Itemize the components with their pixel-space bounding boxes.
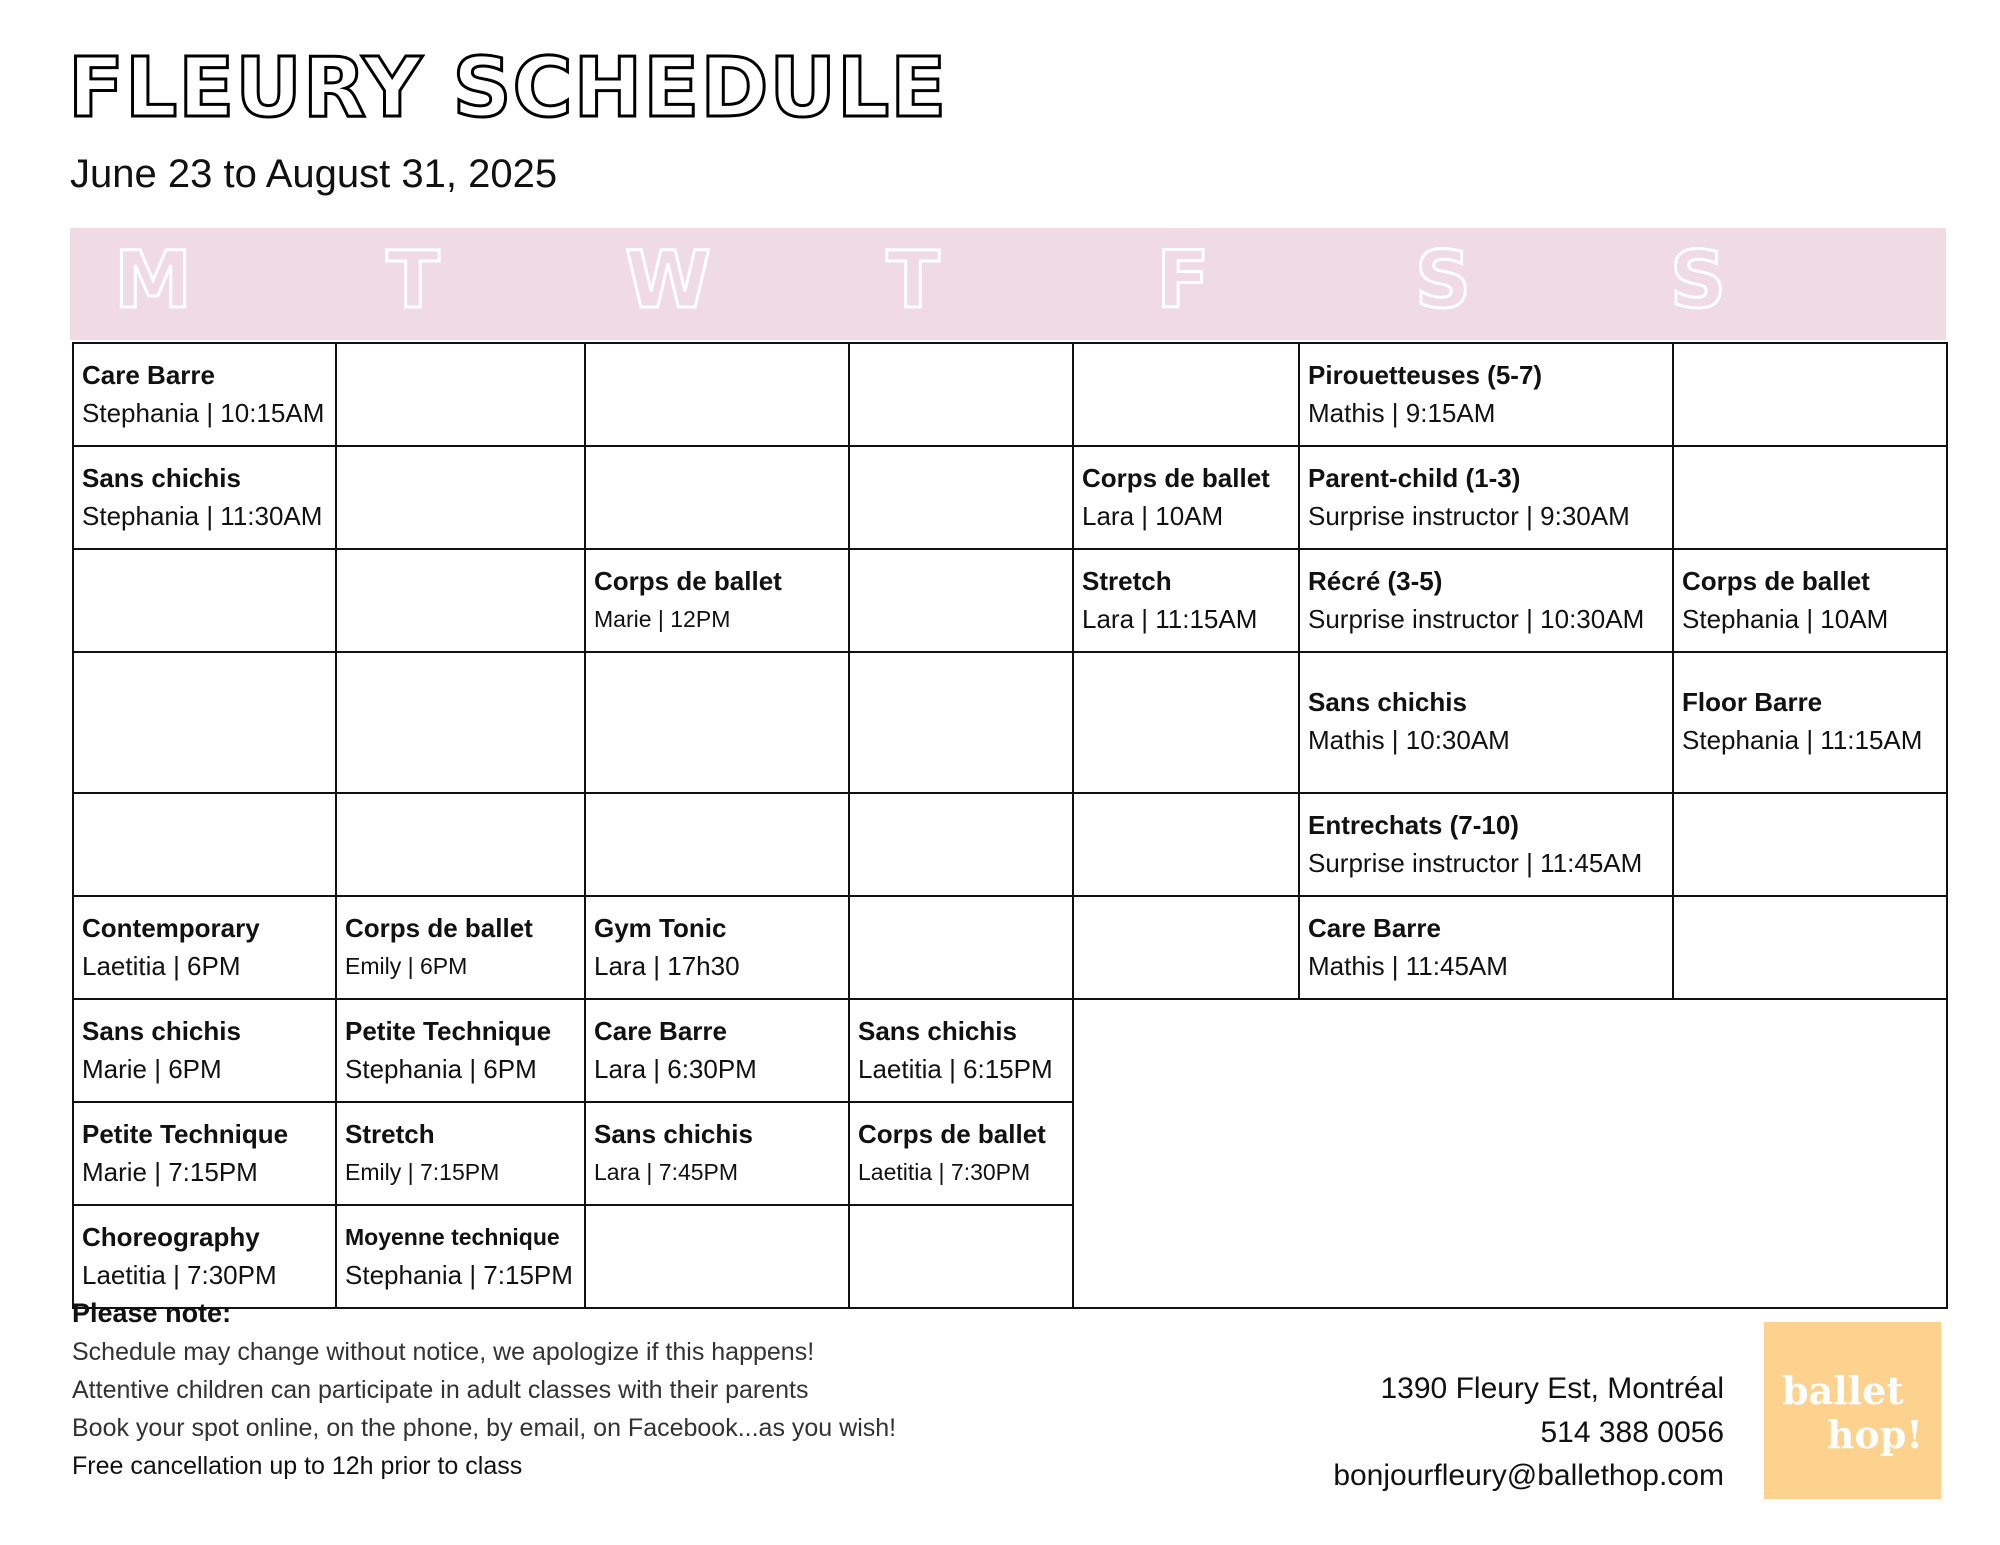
class-name: Pirouetteuses (5-7)	[1308, 360, 1543, 390]
class-instructor-time: Lara | 7:45PM	[594, 1159, 739, 1185]
class-instructor-time: Stephania | 11:15AM	[1682, 725, 1923, 755]
day-saturday: S	[1414, 236, 1472, 326]
class-cell	[585, 1102, 849, 1205]
class-cell	[1073, 446, 1299, 549]
logo-text-hop: hop!	[1826, 1412, 1923, 1457]
studio-phone: 514 388 0056	[1540, 1416, 1724, 1449]
class-cell	[73, 1102, 336, 1205]
class-cell	[1673, 652, 1947, 793]
class-name: Care Barre	[82, 360, 215, 390]
empty-cell	[585, 343, 849, 446]
class-cell	[585, 896, 849, 999]
empty-cell	[849, 446, 1073, 549]
class-instructor-time: Laetitia | 6PM	[82, 951, 241, 981]
class-instructor-time: Stephania | 7:15PM	[345, 1260, 573, 1290]
class-instructor-time: Surprise instructor | 10:30AM	[1308, 604, 1645, 634]
class-instructor-time: Stephania | 10:15AM	[82, 398, 325, 428]
day-sunday: S	[1669, 236, 1727, 326]
day-header-band	[70, 228, 1946, 340]
note-line: Schedule may change without notice, we apologize if this happens!	[72, 1338, 815, 1366]
class-name: Entrechats (7-10)	[1308, 810, 1519, 840]
class-name: Corps de ballet	[594, 566, 782, 596]
empty-cell	[73, 793, 336, 896]
class-cell	[73, 999, 336, 1102]
class-name: Parent-child (1-3)	[1308, 463, 1521, 493]
logo-text-ballet: ballet	[1782, 1368, 1904, 1413]
empty-cell	[1073, 343, 1299, 446]
class-name: Gym Tonic	[594, 913, 727, 943]
note-line: Book your spot online, on the phone, by email, on Facebook...as you wish!	[72, 1414, 897, 1442]
empty-cell	[1673, 343, 1947, 446]
class-cell	[73, 343, 336, 446]
class-instructor-time: Stephania | 10AM	[1682, 604, 1889, 634]
class-name: Sans chichis	[594, 1119, 753, 1149]
empty-cell	[1673, 896, 1947, 999]
table-row	[73, 652, 1947, 793]
day-wednesday: W	[624, 236, 712, 326]
note-line: Attentive children can participate in adult classes with their parents	[72, 1376, 809, 1404]
empty-cell	[849, 652, 1073, 793]
class-instructor-time: Laetitia | 7:30PM	[858, 1159, 1031, 1185]
class-instructor-time: Laetitia | 7:30PM	[82, 1260, 277, 1290]
empty-cell	[849, 343, 1073, 446]
page-title: FLEURY SCHEDULE	[68, 41, 948, 136]
day-monday: M	[114, 236, 192, 326]
class-name: Corps de ballet	[858, 1119, 1046, 1149]
empty-cell	[336, 446, 585, 549]
ballet-hop-logo	[1764, 1322, 1941, 1499]
class-cell	[336, 1102, 585, 1205]
class-name: Stretch	[345, 1119, 435, 1149]
empty-cell	[336, 549, 585, 652]
class-name: Corps de ballet	[1682, 566, 1870, 596]
class-cell	[336, 1205, 585, 1308]
class-name: Care Barre	[594, 1016, 727, 1046]
empty-block	[1073, 999, 1947, 1308]
class-name: Care Barre	[1308, 913, 1441, 943]
class-cell	[1299, 896, 1673, 999]
class-name: Petite Technique	[82, 1119, 289, 1149]
studio-email: bonjourfleury@ballethop.com	[1333, 1459, 1724, 1492]
empty-cell	[585, 652, 849, 793]
notes-heading: Please note:	[72, 1298, 232, 1328]
table-row	[73, 999, 1947, 1102]
empty-cell	[849, 793, 1073, 896]
class-name: Corps de ballet	[1082, 463, 1270, 493]
empty-cell	[1673, 793, 1947, 896]
empty-cell	[849, 549, 1073, 652]
studio-address: 1390 Fleury Est, Montréal	[1380, 1372, 1724, 1405]
class-cell	[336, 999, 585, 1102]
class-instructor-time: Lara | 17h30	[594, 951, 740, 981]
class-cell	[849, 1102, 1073, 1205]
table-row	[73, 549, 1947, 652]
empty-cell	[336, 652, 585, 793]
class-instructor-time: Lara | 6:30PM	[594, 1054, 757, 1084]
day-friday: F	[1156, 236, 1210, 326]
class-cell	[1299, 652, 1673, 793]
class-instructor-time: Surprise instructor | 9:30AM	[1308, 501, 1630, 531]
day-tuesday: T	[386, 236, 440, 326]
class-instructor-time: Mathis | 11:45AM	[1308, 951, 1508, 981]
empty-cell	[585, 793, 849, 896]
empty-cell	[73, 652, 336, 793]
class-name: Sans chichis	[82, 463, 241, 493]
empty-cell	[585, 1205, 849, 1308]
table-row	[73, 793, 1947, 896]
class-instructor-time: Mathis | 10:30AM	[1308, 725, 1510, 755]
class-cell	[73, 1205, 336, 1308]
note-line: Free cancellation up to 12h prior to class	[72, 1452, 523, 1480]
class-instructor-time: Emily | 7:15PM	[345, 1159, 500, 1185]
class-instructor-time: Laetitia | 6:15PM	[858, 1054, 1053, 1084]
class-cell	[1673, 549, 1947, 652]
empty-cell	[336, 793, 585, 896]
empty-cell	[73, 549, 336, 652]
class-name: Moyenne technique	[345, 1224, 560, 1250]
class-name: Sans chichis	[82, 1016, 241, 1046]
class-name: Petite Technique	[345, 1016, 552, 1046]
class-name: Sans chichis	[1308, 687, 1467, 717]
class-cell	[1299, 793, 1673, 896]
day-thursday: T	[886, 236, 940, 326]
class-cell	[1299, 343, 1673, 446]
class-name: Corps de ballet	[345, 913, 533, 943]
class-instructor-time: Lara | 10AM	[1082, 501, 1224, 531]
class-cell	[73, 896, 336, 999]
class-instructor-time: Marie | 12PM	[594, 606, 731, 632]
date-range: June 23 to August 31, 2025	[70, 152, 558, 196]
empty-cell	[849, 1205, 1073, 1308]
class-cell	[1299, 549, 1673, 652]
class-name: Choreography	[82, 1222, 260, 1252]
table-row	[73, 896, 1947, 999]
schedule-grid	[72, 342, 1948, 1309]
class-name: Stretch	[1082, 566, 1172, 596]
empty-cell	[1073, 793, 1299, 896]
class-instructor-time: Stephania | 6PM	[345, 1054, 537, 1084]
class-instructor-time: Stephania | 11:30AM	[82, 501, 323, 531]
empty-cell	[1673, 446, 1947, 549]
class-instructor-time: Marie | 6PM	[82, 1054, 222, 1084]
class-instructor-time: Lara | 11:15AM	[1082, 604, 1258, 634]
empty-cell	[336, 343, 585, 446]
class-name: Sans chichis	[858, 1016, 1017, 1046]
class-name: Récré (3-5)	[1308, 566, 1443, 596]
class-cell	[1073, 549, 1299, 652]
table-row	[73, 343, 1947, 446]
class-instructor-time: Mathis | 9:15AM	[1308, 398, 1496, 428]
class-cell	[336, 896, 585, 999]
class-instructor-time: Surprise instructor | 11:45AM	[1308, 848, 1643, 878]
class-cell	[849, 999, 1073, 1102]
empty-cell	[585, 446, 849, 549]
class-name: Floor Barre	[1682, 687, 1823, 717]
class-instructor-time: Marie | 7:15PM	[82, 1157, 258, 1187]
class-cell	[73, 446, 336, 549]
empty-cell	[849, 896, 1073, 999]
table-row	[73, 446, 1947, 549]
class-cell	[585, 549, 849, 652]
class-name: Contemporary	[82, 913, 260, 943]
empty-cell	[1073, 896, 1299, 999]
class-cell	[585, 999, 849, 1102]
class-cell	[1299, 446, 1673, 549]
empty-cell	[1073, 652, 1299, 793]
class-instructor-time: Emily | 6PM	[345, 953, 468, 979]
